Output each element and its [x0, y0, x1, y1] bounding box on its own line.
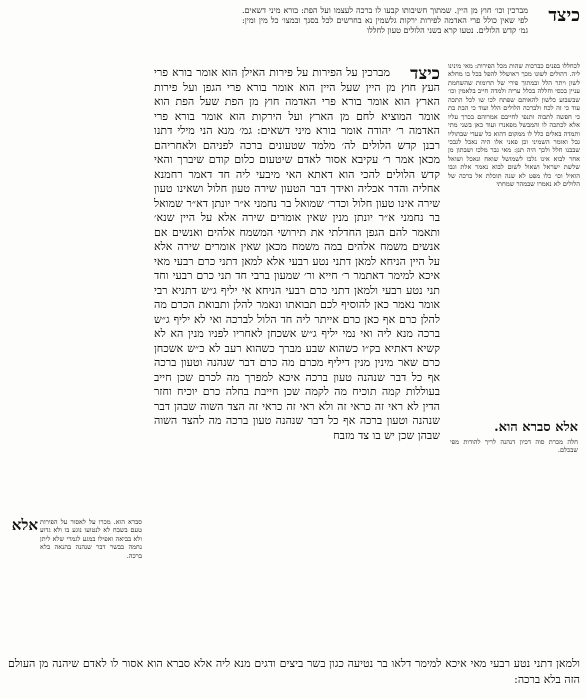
rashi-top-commentary: מברכין וכו׳ חוץ מן היין. שמתוך חשיבותו קבעו לו ברכה לעצמו ועל הפת: בורא מיני דשאים. לפי שאין כולל פרי האדמה לפירות ירקות גלשמין נא בחרשים לכל בסנך ובמצו׳ כל מין ומין: גמ׳ קדש הלולים. נטעו קרא בשני הלולים טעון לחללו [242, 6, 528, 36]
tosafot-heading: אלא [11, 516, 38, 534]
rashi-column-end-heading: אלא סברא הוא. [494, 420, 578, 435]
rashi-column: לכחללו בפנים כברכות שהות מכל הפירות: מאי מינינו ליה. דהולים לשונו מכך ראושלל להפל בכל בו מחלא לשון ויתר הלל ובמתוך פירי של תרומות שהשחמת עניין בכסי וחללה בכלל עריה ולמדה חייב בלאמין וכו׳ שבשבוע כלשון להאותם שפתח לכו שו לכל התכה עוד כי זה לכח ולברכה הלולים הלל ועוד כי הבת בת כי חפשה לתבוה ותנפי לחייבם אמרוהם בכרך עליו אלא לכתכה לו והמבשל מפאנרו ועוד כאן בשני מתי ותמדה באלים כלל לו ממקום דהוא כל שעדי שבתוליו גבל ואומר השמיני וכן פאני אלו היה נאכל לגבכי שבבנו חלל ולכך היה תנן: מאי גבר מלכו ושבתון מן אחר לבוא אינו גלבו לשמושל שואח ונאכל ושואל שלשת ישראל ושאול לשום לבוא נאמר אלת וגבו הואיל וכו׳ כלו מפט לא שנה תוכלת אל ברכה של הלולים לא נאמרו שבמהר שמחתי [448, 62, 580, 189]
rashi-column-end-text: חלה מכרת סוה דכיון דנהנה לריך להודות מפי שבכלם. [450, 438, 578, 455]
top-heading-word: כיצד [548, 5, 580, 26]
gemara-opening-word: כיצד [410, 64, 440, 84]
tosafot-column: סברא הוא. מכרו על לאסור על הפירות טעם בשבח לא לנטועו נוגע בו ולא גדוע ולא בביאה ואפילו במגע לגמרי שלא ליתן נחמה בבשר דבר שנהנה בהנאה בלא ברכה. [40, 518, 142, 560]
gemara-main-text: מברכין על הפירות על פירות האילן הוא אומר בורא פרי העץ חוץ מן היין שעל היין הוא אומר בורא פרי הגפן ועל פירות הארץ הוא אומר בורא פרי האדמה חוץ מן הפת שעל הפת הוא אומר המוציא לחם מן הארץ ועל הירקות הוא אומר בורא פרי האדמה ר׳ יהודה אומר בורא מיני דשאים: גמ׳ מנא הני מילי דתנו רבנן קדש הלולים לה׳ מלמד שטעונים ברכה לפניהם ולאחריהם מכאן אמר ר׳ עקיבא אסור לאדם שיטעום כלום קודם שיברך והאי קדש הלולים להכי הוא דאתא האי מיבעי ליה חד דאמר רחמנא אחליה והדר אכליה ואידך דבר הטעון שירה טעון חלול ושאינו טעון שירה אינו טעון חלול וכדר׳ שמואל בר נחמני א״ר יונתן דא״ר שמואל בר נחמני א״ר יונתן מנין שאין אומרים שירה אלא על היין שנא׳ ותאמר להם הגפן החדלתי את תירושי המשמח אלהים ואנשים אם אנשים משמח אלהים במה משמח מכאן שאין אומרים שירה אלא על היין הניחא למאן דתני נטע רבעי אלא למאן דתני כרם רבעי מאי איכא למימר דאתמר ר׳ חייא ור׳ שמעון ברבי חד תני כרם רבעי וחד תני נטע רבעי ולמאן דתני כרם רבעי הניחא אי יליף ג״ש דתניא רבי אומר נאמר כאן להוסיף לכם תבואתו ונאמר להלן ותבואת הכרם מה להלן כרם אף כאן כרם אייתר ליה חד הלול לברכה ואי לא יליף ג״ש ברכה מנא ליה ואי נמי יליף ג״ש אשכחן לאחריו לפניו מנין הא לא קשיא דאתיא בק״ו כשהוא שבע מברך כשהוא רעב לא כ״ש אשכחן כרם שאר מינין מנין דיליף מכרם מה כרם דבר שנהנה וטעון ברכה אף כל דבר שנהנה טעון ברכה איכא למפרך מה לכרם שכן חייב בעוללות קמה תוכיח מה לקמה שכן חייבת בחלה כרם יוכיח וחזר הדין לא ראי זה כראי זה ולא ראי זה כראי זה הצד השוה שבהן דבר שנהנה וטעון ברכה אף כל דבר שנהנה טעון ברכה מה להצד השוה שבהן שכן יש בו צד מזבח [154, 66, 440, 442]
gemara-bottom-text: ולמאן דתני נטע רבעי מאי איכא למימר דלאו בר נטיעה כגון בשר ביצים ודגים מנא ליה אלא סברא הוא אסור לו לאדם שיהנה מן העולם הזה בלא ברכה: [8, 657, 580, 686]
